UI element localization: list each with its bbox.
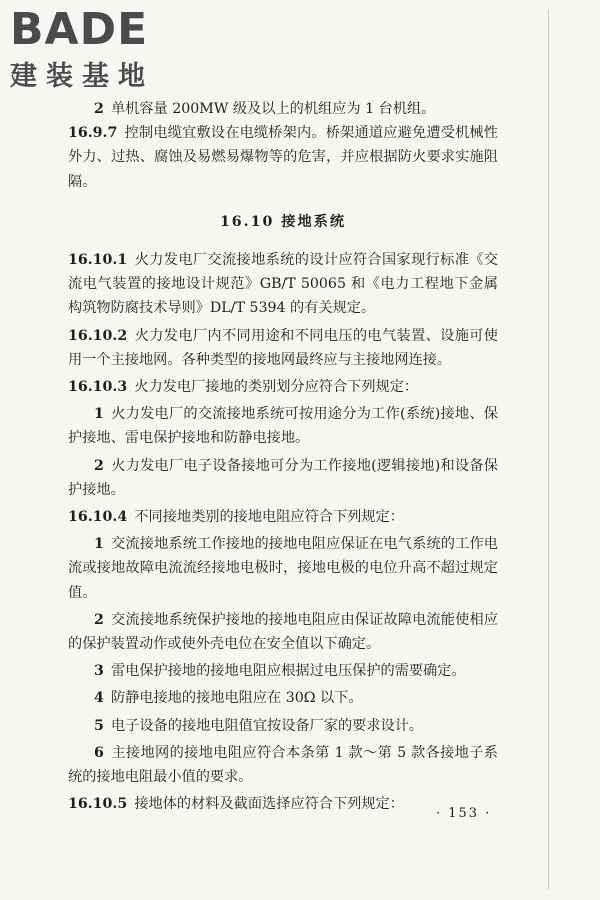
page-edge-line (548, 10, 549, 890)
list-item: 1 火力发电厂的交流接地系统可按用途分为工作(系统)接地、保护接地、雷电保护接地和防静电接地。 (68, 406, 498, 447)
list-item: 1 交流接地系统工作接地的接地电阻应保证在电气系统的工作电流或接地故障电流流经接地电极时，接地电极的电位升高不超过规定值。 (68, 536, 498, 601)
clause-number: 16.9.7 (68, 125, 118, 142)
list-item: 2 交流接地系统保护接地的接地电阻应由保证故障电流能使相应的保护装置动作或使外壳电位在安全值以下确定。 (68, 611, 498, 653)
clause-number: 5 (94, 717, 104, 734)
logo-text-en: BADE (10, 4, 149, 55)
list-item: 3 雷电保护接地的接地电阻应根据过电压保护的需要确定。 (94, 663, 466, 680)
clause-number: 1 (94, 406, 104, 423)
page-number: · 153 · (436, 806, 492, 821)
clause-number: 16.10.3 (68, 379, 128, 396)
list-item: 2 单机容量 200MW 级及以上的机组应为 1 台机组。 (94, 101, 436, 117)
document-body (68, 97, 498, 816)
clause: 16.10.2 火力发电厂内不同用途和不同电压的电气装置、设施可使用一个主接地网。各种类型的接地网最终应与主接地网连接。 (68, 327, 498, 368)
clause-number: 2 (94, 101, 104, 117)
list-item: 5 电子设备的接地电阻值宜按设备厂家的要求设计。 (94, 717, 424, 734)
clause-number: 16.10.4 (68, 509, 128, 526)
clause-number: 16.10.2 (68, 327, 128, 344)
clause-number: 4 (94, 690, 104, 707)
clause: 16.10.1 火力发电厂交流接地系统的设计应符合国家现行标准《交流电气装置的接地设计规范》GB/T 50065 和《电力工程地下金属构筑物防腐技术导则》DL/T 5394 的有关规定。 (68, 252, 498, 317)
section-heading: 16.10 接地系统 (219, 213, 347, 230)
clause: 16.9.7 控制电缆宜敷设在电缆桥架内。桥架通道应避免遭受机械性外力、过热、腐蚀及易燃易爆物等的危害，并应根据防火要求实施阻隔。 (68, 125, 498, 190)
clause-number: 16.10.1 (68, 252, 128, 269)
logo (10, 6, 190, 96)
clause-number: 16.10.5 (68, 796, 128, 813)
list-item: 2 火力发电厂电子设备接地可分为工作接地(逻辑接地)和设备保护接地。 (68, 457, 498, 498)
clause-number: 6 (94, 744, 104, 761)
clause-number: 1 (94, 536, 104, 553)
clause: 16.10.3 火力发电厂接地的类别划分应符合下列规定： (68, 379, 419, 396)
list-item: 4 防静电接地的接地电阻应在 30Ω 以下。 (94, 690, 363, 707)
clause-number: 2 (94, 611, 104, 628)
clause: 16.10.5 接地体的材料及截面选择应符合下列规定： (68, 796, 404, 813)
clause-number: 3 (94, 663, 104, 680)
logo-text-cn: 建装基地 (10, 61, 154, 92)
list-item: 6 主接地网的接地电阻应符合本条第 1 款～第 5 款各接地子系统的接地电阻最小值的要求。 (68, 744, 498, 786)
clause: 16.10.4 不同接地类别的接地电阻应符合下列规定： (68, 509, 404, 526)
clause-number: 2 (94, 457, 104, 474)
